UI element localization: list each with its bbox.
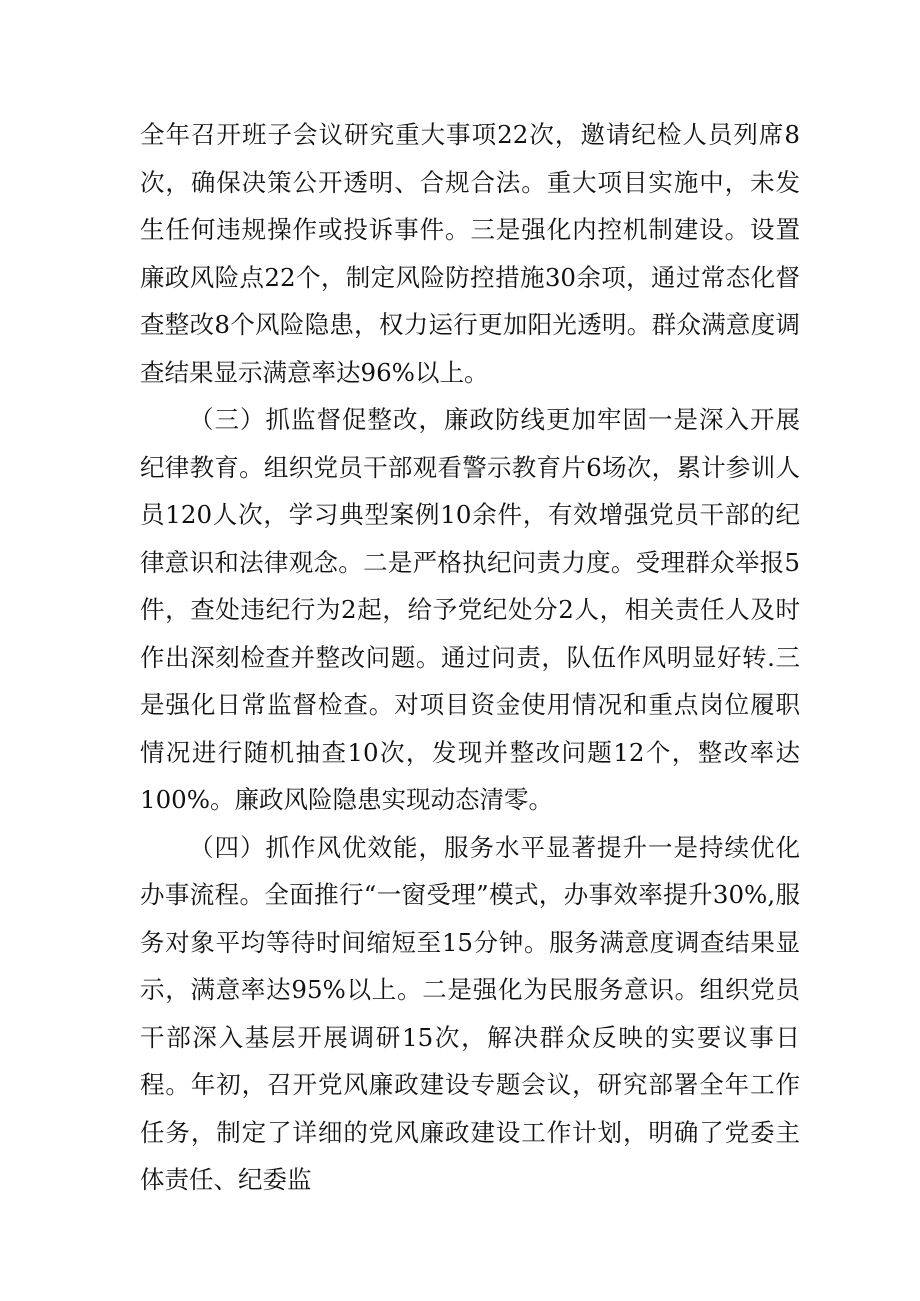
paragraph-1: 全年召开班子会议研究重大事项22次，邀请纪检人员列席8次，确保决策公开透明、合规合法。重大项目实施中，未发生任何违规操作或投诉事件。三是强化内控机制建设。设置廉政风险点22个，制定风险防控措施30余项，通过常态化督查整改8个风险隐患，权力运行更加阳光透明。群众满意度调查结果显示满意率达96%以上。	[140, 120, 800, 387]
paragraph-3: （四）抓作风优效能，服务水平显著提升一是持续优化办事流程。全面推行“一窗受理”模式，办事效率提升30%,服务对象平均等待时间缩短至15分钟。服务满意度调查结果显示，满意率达95%以上。二是强化为民服务意识。组织党员干部深入基层开展调研15次，解决群众反映的实要议事日程。年初，召开党风廉政建设专题会议，研究部署全年工作任务，制定了详细的党风廉政建设工作计划，明确了党委主体责任、纪委监	[140, 832, 800, 1194]
paragraph-2: （三）抓监督促整改，廉政防线更加牢固一是深入开展纪律教育。组织党员干部观看警示教育片6场次，累计参训人员120人次，学习典型案例10余件，有效增强党员干部的纪律意识和法律观念。二是严格执纪问责力度。受理群众举报5件，查处违纪行为2起，给予党纪处分2人，相关责任人及时作出深刻检查并整改问题。通过问责，队伍作风明显好转.三是强化日常监督检查。对项目资金使用情况和重点岗位履职情况进行随机抽查10次，发现并整改问题12个，整改率达100%。廉政风险隐患实现动态清零。	[140, 405, 800, 814]
document-body	[140, 111, 800, 1204]
